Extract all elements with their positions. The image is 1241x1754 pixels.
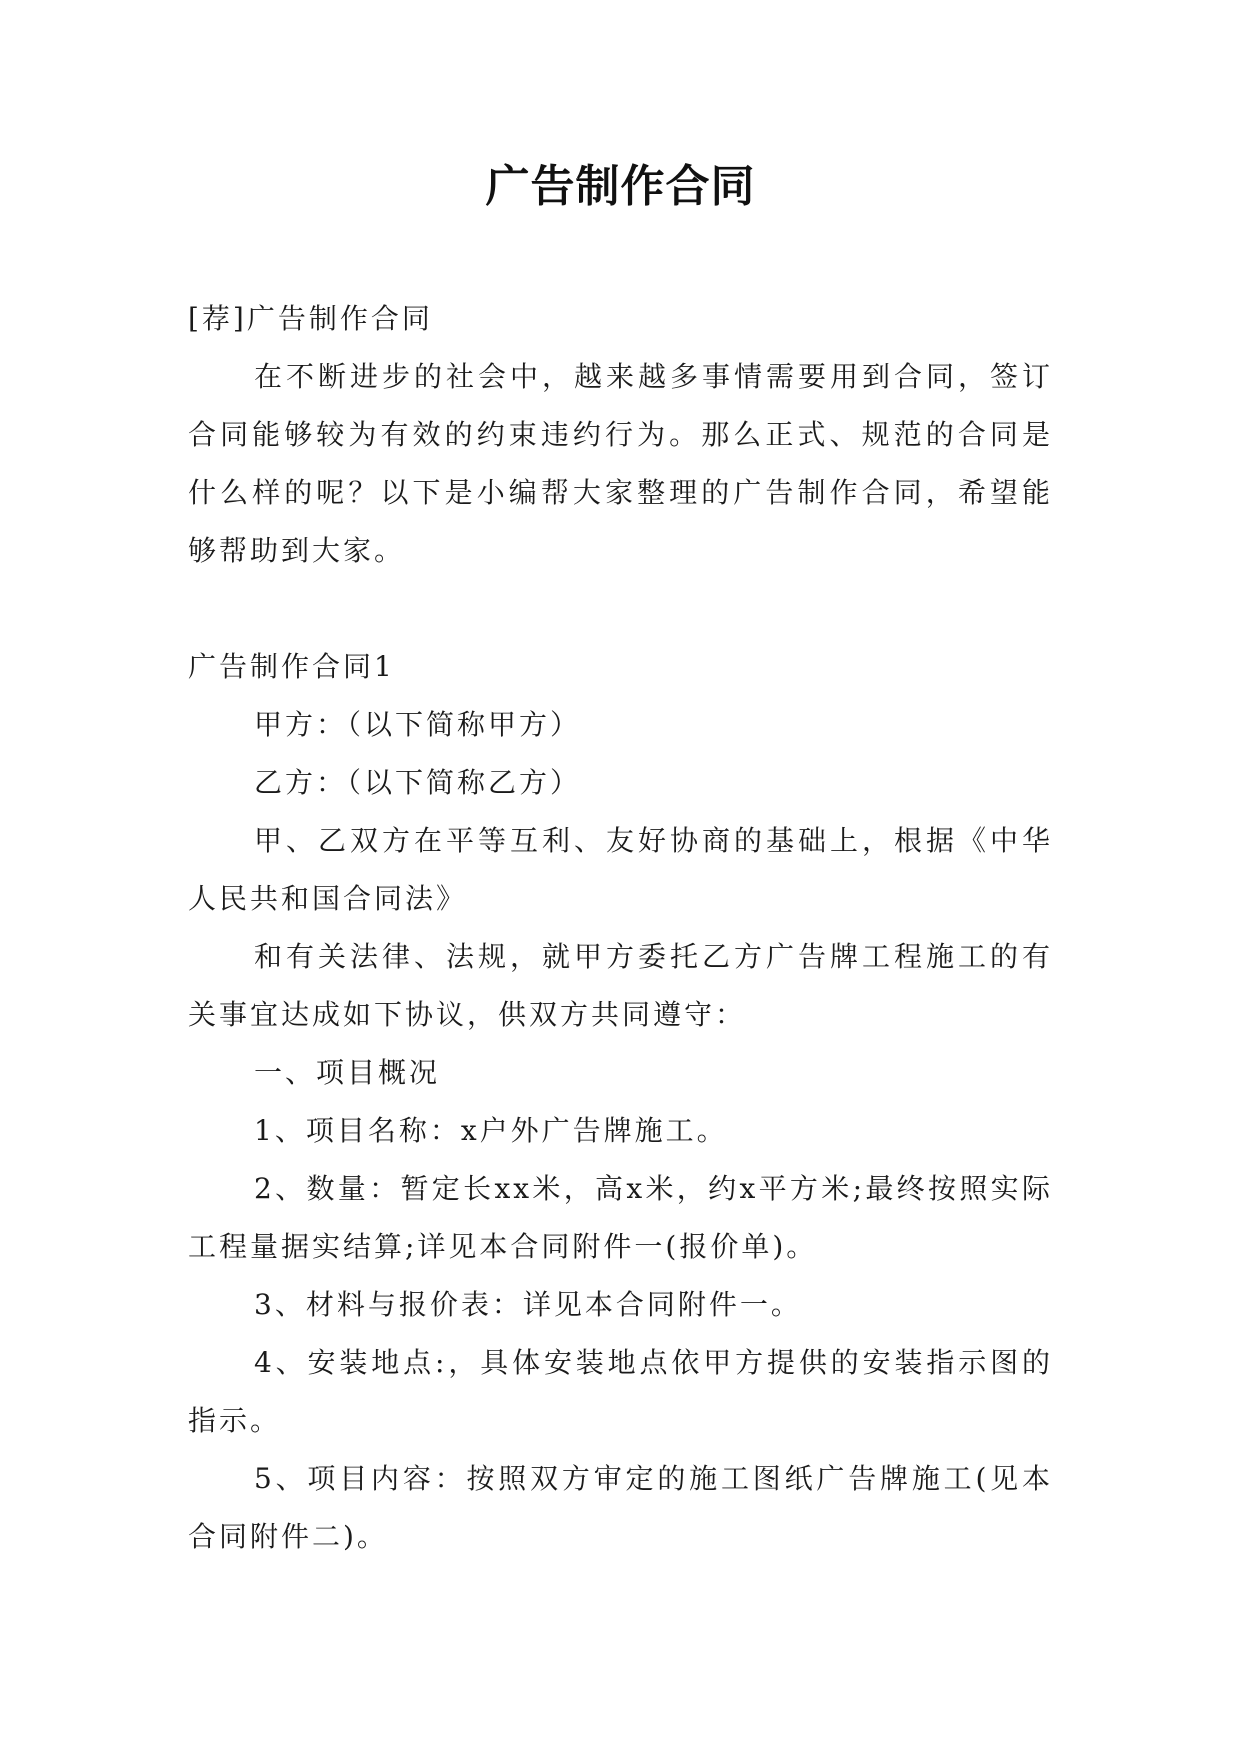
document-title: 广告制作合同 — [485, 161, 756, 212]
preamble-paragraph-1: 甲、乙双方在平等互利、友好协商的基础上，根据《中华人民共和国合同法》 — [188, 824, 1053, 915]
clause-heading: 一、项目概况 — [254, 1056, 441, 1089]
party-b-line: 乙方：（以下简称乙方） — [254, 766, 582, 799]
section-heading: 广告制作合同1 — [188, 650, 395, 683]
clause-item: 2、数量：暂定长xx米，高x米，约x平方米;最终按照实际工程量据实结算;详见本合同附件一(报价单)。 — [188, 1172, 1053, 1263]
clause-item: 4、安装地点:，具体安装地点依甲方提供的安装指示图的指示。 — [188, 1346, 1053, 1437]
preamble-paragraph-2: 和有关法律、法规，就甲方委托乙方广告牌工程施工的有关事宜达成如下协议，供双方共同遵守： — [188, 940, 1053, 1031]
party-a-line: 甲方：（以下简称甲方） — [254, 708, 582, 741]
clause-item: 1、项目名称：x户外广告牌施工。 — [254, 1114, 728, 1147]
clause-item: 5、项目内容：按照双方审定的施工图纸广告牌施工(见本合同附件二)。 — [188, 1462, 1053, 1553]
intro-paragraph: 在不断进步的社会中，越来越多事情需要用到合同，签订合同能够较为有效的约束违约行为。那么正式、规范的合同是什么样的呢？以下是小编帮大家整理的广告制作合同，希望能够帮助到大家。 — [188, 360, 1053, 567]
document-body — [188, 290, 1053, 1566]
document-subtitle: [荐]广告制作合同 — [188, 302, 433, 335]
clause-item: 3、材料与报价表：详见本合同附件一。 — [254, 1288, 802, 1321]
